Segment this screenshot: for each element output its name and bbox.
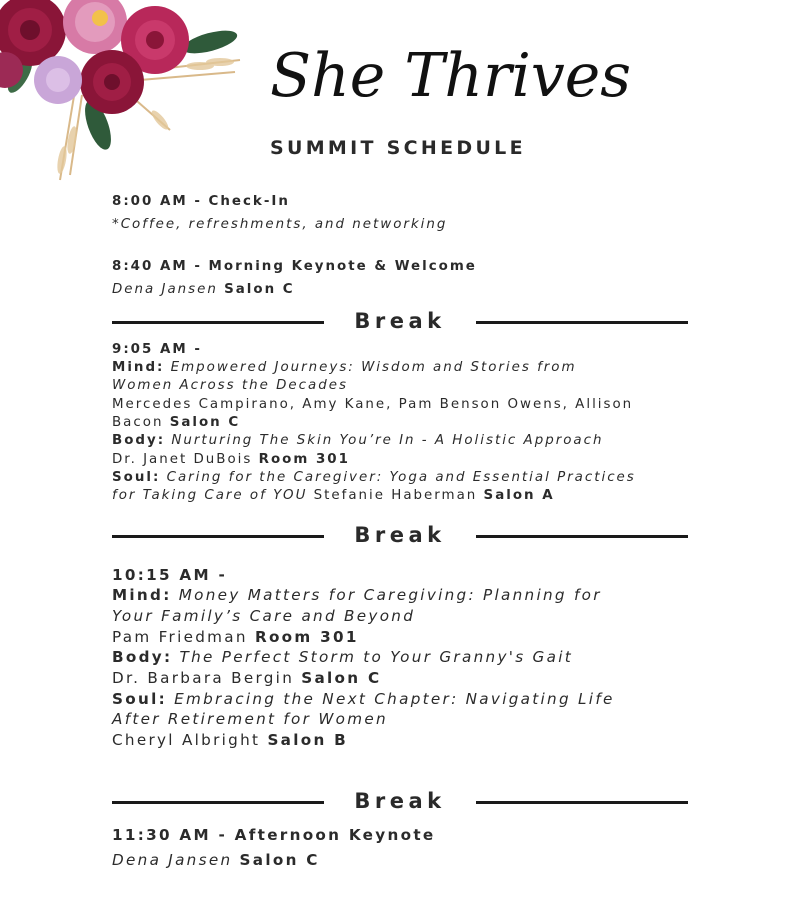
divider-rule: [476, 801, 688, 804]
break-label: Break: [354, 523, 446, 547]
room: Salon B: [267, 731, 349, 749]
session-title: Caring for the Caregiver: Yoga and Essential Practices: [166, 470, 636, 485]
track-label: Soul:: [112, 470, 161, 485]
divider-rule: [476, 321, 688, 324]
page-subtitle: SUMMIT SCHEDULE: [270, 137, 526, 159]
body-detail: [112, 669, 712, 687]
mind-session: [112, 586, 712, 604]
room: Salon C: [239, 851, 320, 869]
speaker: Dena Jansen: [112, 282, 218, 297]
track-label: Body:: [112, 648, 173, 666]
session-title-cont: Your Family’s Care and Beyond: [112, 607, 416, 625]
soul-session: [112, 470, 712, 485]
session-title-cont: for Taking Care of YOU: [112, 488, 308, 503]
break-divider: [112, 306, 688, 336]
room: Room 301: [254, 628, 359, 646]
body-session: [112, 648, 712, 666]
room: Room 301: [258, 452, 350, 467]
room: Salon C: [301, 669, 382, 687]
session-title: The Perfect Storm to Your Granny's Gait: [179, 648, 573, 666]
afternoon-keynote-heading: 11:30 AM - Afternoon Keynote: [112, 826, 436, 844]
mind-session: [112, 360, 712, 375]
morning-keynote-heading: 8:40 AM - Morning Keynote & Welcome: [112, 259, 477, 274]
room: Salon C: [169, 415, 241, 430]
track-label: Soul:: [112, 690, 167, 708]
break-divider: [112, 520, 688, 550]
speaker: Cheryl Albright: [112, 731, 261, 749]
script-title: [268, 18, 632, 128]
speaker: Bacon: [112, 415, 164, 430]
mind-detail: [112, 628, 712, 646]
checkin-note: *Coffee, refreshments, and networking: [112, 217, 448, 232]
session-time: 10:15 AM -: [112, 566, 228, 584]
speaker: Dena Jansen: [112, 851, 233, 869]
room: Salon A: [483, 488, 555, 503]
roses: [0, 0, 189, 114]
body-detail: [112, 452, 712, 467]
floral-decoration: [0, 0, 250, 185]
track-label: Mind:: [112, 360, 165, 375]
session-title-cont: Women Across the Decades: [112, 378, 348, 393]
session-title-cont: After Retirement for Women: [112, 710, 388, 728]
track-label: Body:: [112, 433, 166, 448]
speakers: Mercedes Campirano, Amy Kane, Pam Benson Owens, Allison: [112, 397, 634, 412]
break-label: Break: [354, 789, 446, 813]
track-label: Mind:: [112, 586, 172, 604]
soul-detail: [112, 488, 712, 503]
session-title: Embracing the Next Chapter: Navigating Life: [174, 690, 615, 708]
session-title: Nurturing The Skin You’re In - A Holistic Approach: [171, 433, 604, 448]
speaker: Pam Friedman: [112, 628, 248, 646]
morning-keynote-detail: [112, 282, 712, 297]
speaker: Dr. Janet DuBois: [112, 452, 253, 467]
speaker: Dr. Barbara Bergin: [112, 669, 295, 687]
title-text: She Thrives: [270, 41, 632, 111]
break-divider: [112, 786, 688, 816]
divider-rule: [476, 535, 688, 538]
soul-detail: [112, 731, 712, 749]
break-label: Break: [354, 309, 446, 333]
session-title: Money Matters for Caregiving: Planning for: [178, 586, 602, 604]
speakers-cont: [112, 415, 712, 430]
body-session: [112, 433, 712, 448]
room: Salon C: [224, 282, 295, 297]
checkin-heading: 8:00 AM - Check-In: [112, 194, 290, 209]
soul-session: [112, 690, 712, 708]
speaker: Stefanie Haberman: [313, 488, 478, 503]
session-time: 9:05 AM -: [112, 342, 202, 357]
session-title: Empowered Journeys: Wisdom and Stories from: [170, 360, 577, 375]
afternoon-keynote-detail: [112, 851, 712, 869]
